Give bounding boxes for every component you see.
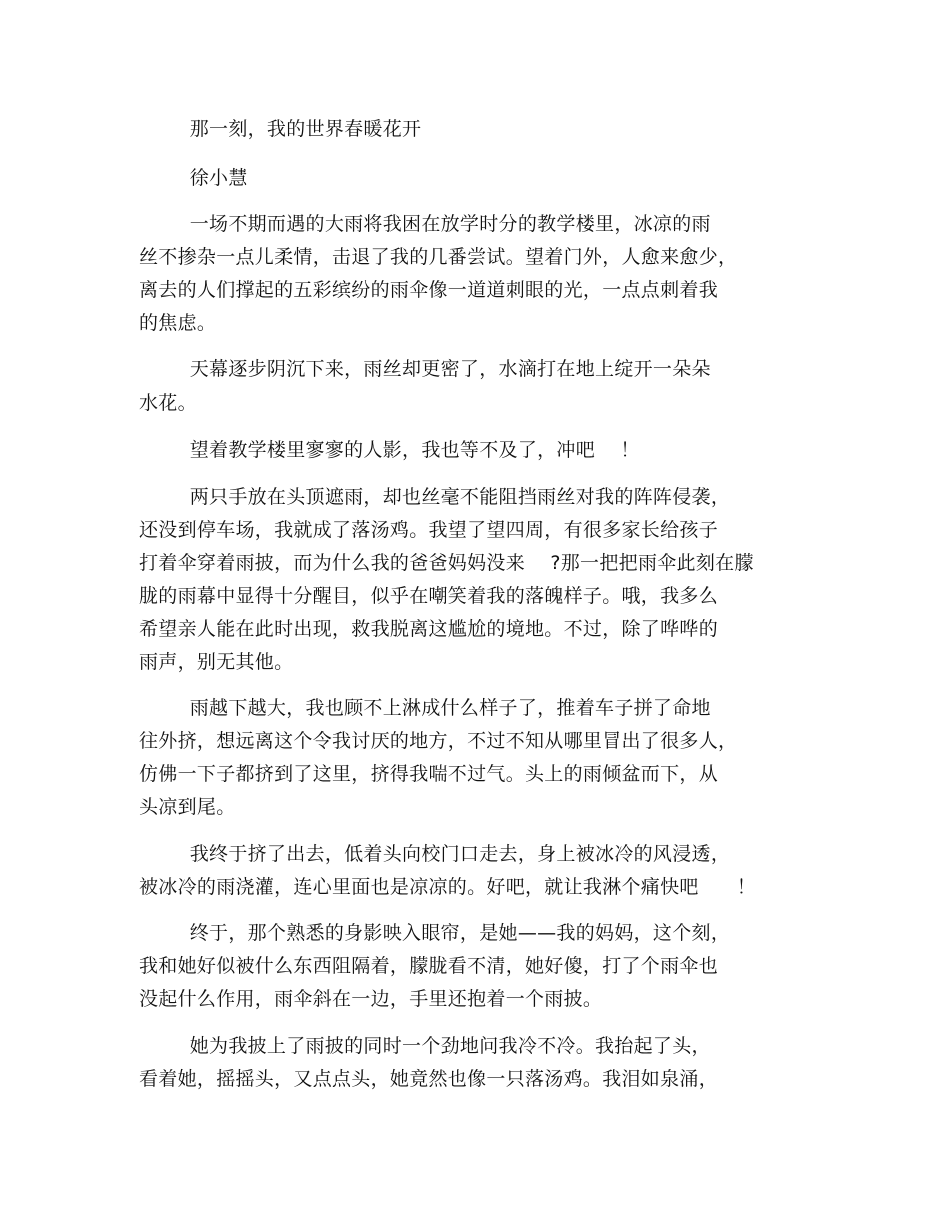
- paragraph-line: 离去的人们撑起的五彩缤纷的雨伞像一道道刺眼的光，一点点刺着我: [139, 279, 719, 301]
- paragraph-line: 头凉到尾。: [139, 796, 236, 818]
- paragraph-line: 往外挤，想远离这个令我讨厌的地方，不过不知从哪里冒出了很多人，: [139, 730, 738, 752]
- paragraph-line: 雨声，别无其他。: [139, 651, 294, 673]
- paragraph-line: 希望亲人能在此时出现，救我脱离这尴尬的境地。不过，除了哗哗的: [139, 618, 719, 640]
- paragraph-line: 她为我披上了雨披的同时一个劲地问我冷不冷。我抬起了头，: [139, 1035, 711, 1057]
- paragraph-line: 的焦虑。: [139, 312, 217, 334]
- paragraph-line: 天幕逐步阴沉下来，雨丝却更密了，水滴打在地上绽开一朵朵: [139, 358, 711, 380]
- paragraph-line: 一场不期而遇的大雨将我困在放学时分的教学楼里，冰凉的雨: [139, 213, 711, 235]
- paragraph-line: 水花。: [139, 392, 197, 414]
- paragraph-line: 还没到停车场，我就成了落汤鸡。我望了望四周，有很多家长给孩子: [139, 519, 719, 541]
- document-title: 那一刻，我的世界春暖花开: [189, 118, 422, 140]
- paragraph-line: 被冰冷的雨浇灌，连心里面也是凉凉的。好吧，就让我淋个痛快吧 ！: [139, 876, 757, 898]
- paragraph-line: 望着教学楼里寥寥的人影，我也等不及了，冲吧 ！: [139, 439, 640, 461]
- paragraph-line: 我终于挤了出去，低着头向校门口走去，身上被冰冷的风浸透，: [139, 843, 731, 865]
- paragraph-line: 雨越下越大，我也顾不上淋成什么样子了，推着车子拼了命地: [139, 697, 711, 719]
- paragraph-line: 两只手放在头顶遮雨，却也丝毫不能阻挡雨丝对我的阵阵侵袭，: [139, 486, 731, 508]
- paragraph-line: 看着她，摇摇头，又点点头，她竟然也像一只落汤鸡。我泪如泉涌，: [139, 1068, 719, 1090]
- paragraph-line: 打着伞穿着雨披，而为什么我的爸爸妈妈没来 ?那一把把雨伞此刻在朦: [139, 552, 754, 574]
- document-author: 徐小慧: [189, 167, 248, 189]
- paragraph-line: 仿佛一下子都挤到了这里，挤得我喘不过气。头上的雨倾盆而下，从: [139, 763, 719, 785]
- paragraph-line: 我和她好似被什么东西阻隔着，朦胧看不清，她好傻，打了个雨伞也: [139, 955, 719, 977]
- paragraph-line: 丝不掺杂一点儿柔情，击退了我的几番尝试。望着门外，人愈来愈少，: [139, 246, 738, 268]
- paragraph-line: 胧的雨幕中显得十分醒目，似乎在嘲笑着我的落魄样子。哦，我多么: [139, 585, 719, 607]
- paragraph-line: 终于，那个熟悉的身影映入眼帘，是她——我的妈妈，这个刻，: [139, 922, 731, 944]
- paragraph-line: 没起什么作用，雨伞斜在一边，手里还抱着一个雨披。: [139, 988, 603, 1010]
